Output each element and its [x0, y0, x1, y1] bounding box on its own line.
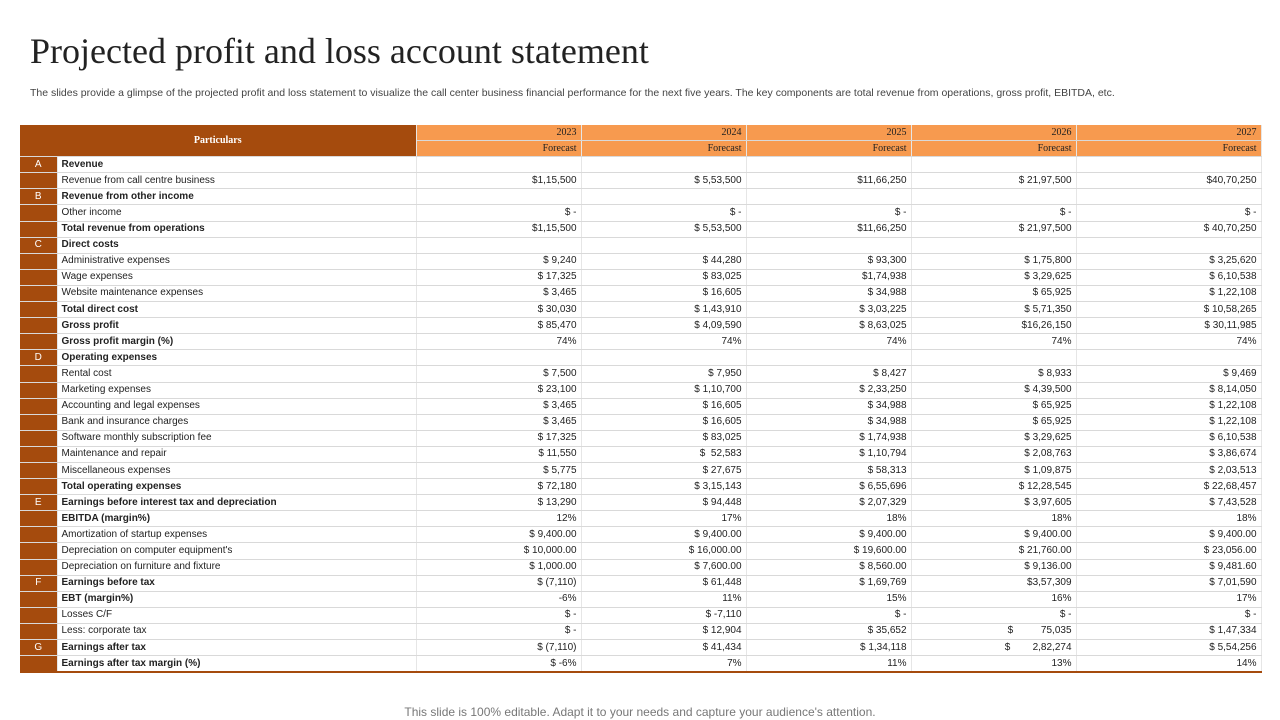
section-code: F [20, 575, 57, 591]
table-row [20, 269, 1261, 285]
table-row [20, 640, 1261, 656]
value-cell: $ 16,000.00 [581, 543, 746, 559]
value-cell: $ 7,600.00 [581, 559, 746, 575]
value-cell: 11% [581, 591, 746, 607]
value-cell: $ 1,34,118 [746, 640, 911, 656]
table-row [20, 607, 1261, 623]
section-code [20, 479, 57, 495]
value-cell: $ 9,400.00 [911, 527, 1076, 543]
value-cell: $ 5,54,256 [1076, 640, 1261, 656]
row-label: Total operating expenses [57, 479, 416, 495]
value-cell: $16,26,150 [911, 318, 1076, 334]
value-cell: $ 35,652 [746, 623, 911, 639]
value-cell: $ 3,29,625 [911, 269, 1076, 285]
value-cell: $ 5,775 [416, 462, 581, 478]
row-label: Software monthly subscription fee [57, 430, 416, 446]
table-row [20, 334, 1261, 350]
value-cell: $ - [911, 607, 1076, 623]
value-cell: $ 3,86,674 [1076, 446, 1261, 462]
row-label: Operating expenses [57, 350, 416, 366]
value-cell: $ 1,69,769 [746, 575, 911, 591]
value-cell: $ 10,58,265 [1076, 302, 1261, 318]
row-label: Other income [57, 205, 416, 221]
value-cell: $ - [1076, 205, 1261, 221]
row-label: Less: corporate tax [57, 623, 416, 639]
value-cell: $ (7,110) [416, 575, 581, 591]
value-cell: $1,15,500 [416, 221, 581, 237]
value-cell: 18% [911, 511, 1076, 527]
value-cell: $ 3,25,620 [1076, 253, 1261, 269]
value-cell [416, 237, 581, 253]
value-cell: $3,57,309 [911, 575, 1076, 591]
value-cell: $ 1,09,875 [911, 462, 1076, 478]
section-code [20, 607, 57, 623]
table-row [20, 302, 1261, 318]
table-row [20, 623, 1261, 639]
row-label: Amortization of startup expenses [57, 527, 416, 543]
table-row [20, 189, 1261, 205]
value-cell: $ - [416, 623, 581, 639]
year-header: 2024 [581, 125, 746, 141]
forecast-header: Forecast [911, 141, 1076, 157]
section-code [20, 591, 57, 607]
table-row [20, 527, 1261, 543]
row-label: Revenue [57, 157, 416, 173]
value-cell: $ 52,583 [581, 446, 746, 462]
value-cell [1076, 350, 1261, 366]
value-cell: 74% [1076, 334, 1261, 350]
section-code [20, 334, 57, 350]
value-cell: 12% [416, 511, 581, 527]
value-cell: $ 1,000.00 [416, 559, 581, 575]
section-code [20, 511, 57, 527]
section-code [20, 559, 57, 575]
value-cell: $ 75,035 [911, 623, 1076, 639]
value-cell: $ 21,760.00 [911, 543, 1076, 559]
value-cell [1076, 237, 1261, 253]
value-cell: $ 1,75,800 [911, 253, 1076, 269]
table-row [20, 462, 1261, 478]
section-code [20, 366, 57, 382]
value-cell: $11,66,250 [746, 221, 911, 237]
value-cell: $ 40,70,250 [1076, 221, 1261, 237]
value-cell: $ 83,025 [581, 430, 746, 446]
value-cell: $ 2,82,274 [911, 640, 1076, 656]
value-cell: $ 83,025 [581, 269, 746, 285]
value-cell: $ 5,71,350 [911, 302, 1076, 318]
value-cell [416, 189, 581, 205]
row-label: Bank and insurance charges [57, 414, 416, 430]
value-cell [911, 350, 1076, 366]
value-cell: $ 7,500 [416, 366, 581, 382]
value-cell [746, 157, 911, 173]
table-row [20, 253, 1261, 269]
year-header: 2025 [746, 125, 911, 141]
table-row [20, 414, 1261, 430]
section-code [20, 253, 57, 269]
value-cell: 17% [581, 511, 746, 527]
value-cell: $1,74,938 [746, 269, 911, 285]
row-label: Total direct cost [57, 302, 416, 318]
value-cell: $ 93,300 [746, 253, 911, 269]
table-row [20, 237, 1261, 253]
value-cell: $ -7,110 [581, 607, 746, 623]
table-row [20, 543, 1261, 559]
table-row [20, 366, 1261, 382]
value-cell: $ 5,53,500 [581, 173, 746, 189]
value-cell: $ 16,605 [581, 414, 746, 430]
value-cell: $ 8,933 [911, 366, 1076, 382]
value-cell: $ 9,469 [1076, 366, 1261, 382]
value-cell: 16% [911, 591, 1076, 607]
section-code [20, 382, 57, 398]
table-row [20, 430, 1261, 446]
table-row [20, 575, 1261, 591]
row-label: Earnings before interest tax and depreciation [57, 495, 416, 511]
value-cell: $ 2,07,329 [746, 495, 911, 511]
section-code: A [20, 157, 57, 173]
section-code [20, 527, 57, 543]
value-cell [746, 350, 911, 366]
value-cell [581, 350, 746, 366]
section-code [20, 205, 57, 221]
value-cell: $ 8,63,025 [746, 318, 911, 334]
row-label: Depreciation on furniture and fixture [57, 559, 416, 575]
table-row [20, 285, 1261, 301]
table-row [20, 656, 1261, 673]
value-cell [581, 189, 746, 205]
year-header: 2027 [1076, 125, 1261, 141]
value-cell: 18% [1076, 511, 1261, 527]
value-cell: $ 2,08,763 [911, 446, 1076, 462]
value-cell: $ 3,465 [416, 398, 581, 414]
table-row [20, 446, 1261, 462]
value-cell: $ 13,290 [416, 495, 581, 511]
value-cell: $ 5,53,500 [581, 221, 746, 237]
year-header-row [20, 125, 1261, 141]
value-cell [911, 237, 1076, 253]
value-cell [746, 189, 911, 205]
value-cell: 13% [911, 656, 1076, 673]
value-cell: 74% [746, 334, 911, 350]
value-cell: $ - [416, 607, 581, 623]
value-cell [416, 350, 581, 366]
value-cell [581, 157, 746, 173]
value-cell: $ - [746, 205, 911, 221]
value-cell: $ 4,09,590 [581, 318, 746, 334]
value-cell: 17% [1076, 591, 1261, 607]
value-cell: $ 9,400.00 [416, 527, 581, 543]
value-cell [911, 189, 1076, 205]
value-cell: $ 8,560.00 [746, 559, 911, 575]
value-cell: $ 9,136.00 [911, 559, 1076, 575]
value-cell: $ 22,68,457 [1076, 479, 1261, 495]
value-cell: $ 3,97,605 [911, 495, 1076, 511]
table-row [20, 591, 1261, 607]
value-cell: $ - [581, 205, 746, 221]
row-label: Losses C/F [57, 607, 416, 623]
value-cell: $ 17,325 [416, 430, 581, 446]
value-cell: $ 10,000.00 [416, 543, 581, 559]
table-row [20, 382, 1261, 398]
value-cell: $ 9,400.00 [1076, 527, 1261, 543]
table-row [20, 479, 1261, 495]
forecast-header: Forecast [1076, 141, 1261, 157]
value-cell: $ 3,15,143 [581, 479, 746, 495]
value-cell [1076, 189, 1261, 205]
row-label: Earnings after tax margin (%) [57, 656, 416, 673]
value-cell: $ 21,97,500 [911, 173, 1076, 189]
section-code [20, 285, 57, 301]
value-cell: $ 34,988 [746, 285, 911, 301]
value-cell [746, 237, 911, 253]
table-row [20, 173, 1261, 189]
value-cell: $ 1,10,794 [746, 446, 911, 462]
section-code [20, 398, 57, 414]
table-row [20, 205, 1261, 221]
value-cell: $ 1,43,910 [581, 302, 746, 318]
value-cell: $ - [746, 607, 911, 623]
value-cell: $ 1,22,108 [1076, 414, 1261, 430]
value-cell: $ 1,74,938 [746, 430, 911, 446]
value-cell: $ 6,55,696 [746, 479, 911, 495]
row-label: Maintenance and repair [57, 446, 416, 462]
value-cell: $ 8,14,050 [1076, 382, 1261, 398]
row-label: Total revenue from operations [57, 221, 416, 237]
value-cell: $ 12,28,545 [911, 479, 1076, 495]
value-cell [911, 157, 1076, 173]
value-cell: 74% [911, 334, 1076, 350]
value-cell: $ 7,950 [581, 366, 746, 382]
value-cell: $ 1,22,108 [1076, 285, 1261, 301]
table-row [20, 511, 1261, 527]
value-cell: $40,70,250 [1076, 173, 1261, 189]
value-cell: $ 6,10,538 [1076, 269, 1261, 285]
row-label: Accounting and legal expenses [57, 398, 416, 414]
value-cell: 14% [1076, 656, 1261, 673]
value-cell: $ 12,904 [581, 623, 746, 639]
value-cell [581, 237, 746, 253]
value-cell: $ 30,030 [416, 302, 581, 318]
section-code [20, 414, 57, 430]
value-cell: $ 44,280 [581, 253, 746, 269]
value-cell: $ 23,056.00 [1076, 543, 1261, 559]
value-cell: $11,66,250 [746, 173, 911, 189]
value-cell: $ 2,33,250 [746, 382, 911, 398]
value-cell: $ 27,675 [581, 462, 746, 478]
value-cell: 74% [581, 334, 746, 350]
table-row [20, 350, 1261, 366]
forecast-header: Forecast [416, 141, 581, 157]
value-cell: $ - [1076, 607, 1261, 623]
value-cell: $ 3,29,625 [911, 430, 1076, 446]
table-row [20, 559, 1261, 575]
value-cell: $ 30,11,985 [1076, 318, 1261, 334]
section-code [20, 623, 57, 639]
value-cell: 7% [581, 656, 746, 673]
row-label: Revenue from other income [57, 189, 416, 205]
value-cell: $ 61,448 [581, 575, 746, 591]
section-code [20, 302, 57, 318]
row-label: Rental cost [57, 366, 416, 382]
value-cell: $ - [416, 205, 581, 221]
section-code [20, 446, 57, 462]
value-cell: $ 65,925 [911, 398, 1076, 414]
value-cell: $ 9,400.00 [581, 527, 746, 543]
row-label: Miscellaneous expenses [57, 462, 416, 478]
value-cell: $ 3,465 [416, 285, 581, 301]
value-cell: $ 16,605 [581, 398, 746, 414]
section-code: E [20, 495, 57, 511]
value-cell: $ 16,605 [581, 285, 746, 301]
value-cell: $ 3,03,225 [746, 302, 911, 318]
value-cell: $ 3,465 [416, 414, 581, 430]
table-row [20, 398, 1261, 414]
row-label: Depreciation on computer equipment's [57, 543, 416, 559]
value-cell: $ 4,39,500 [911, 382, 1076, 398]
value-cell: $ - [911, 205, 1076, 221]
row-label: Earnings after tax [57, 640, 416, 656]
value-cell: $ 1,47,334 [1076, 623, 1261, 639]
section-code [20, 543, 57, 559]
table-row [20, 221, 1261, 237]
row-label: Direct costs [57, 237, 416, 253]
table-row [20, 495, 1261, 511]
row-label: Website maintenance expenses [57, 285, 416, 301]
table-row [20, 157, 1261, 173]
value-cell: 18% [746, 511, 911, 527]
value-cell: $1,15,500 [416, 173, 581, 189]
forecast-header: Forecast [746, 141, 911, 157]
value-cell: $ 34,988 [746, 414, 911, 430]
section-code [20, 318, 57, 334]
value-cell: 74% [416, 334, 581, 350]
value-cell: $ 85,470 [416, 318, 581, 334]
value-cell: $ 8,427 [746, 366, 911, 382]
value-cell: $ -6% [416, 656, 581, 673]
value-cell: $ 7,43,528 [1076, 495, 1261, 511]
section-code [20, 462, 57, 478]
profit-loss-table [20, 125, 1262, 673]
page-subtitle: The slides provide a glimpse of the projected profit and loss statement to visualize the call center business financial performance for the next five years. The key components are total revenue from operations, gross profit, EBITDA, etc. [30, 87, 1115, 99]
value-cell [1076, 157, 1261, 173]
value-cell: $ 7,01,590 [1076, 575, 1261, 591]
row-label: Revenue from call centre business [57, 173, 416, 189]
value-cell: $ (7,110) [416, 640, 581, 656]
section-code: B [20, 189, 57, 205]
value-cell: $ 72,180 [416, 479, 581, 495]
value-cell: $ 1,22,108 [1076, 398, 1261, 414]
section-code [20, 430, 57, 446]
row-label: Administrative expenses [57, 253, 416, 269]
value-cell: $ 65,925 [911, 285, 1076, 301]
row-label: EBT (margin%) [57, 591, 416, 607]
section-code [20, 173, 57, 189]
page-title: Projected profit and loss account statement [30, 31, 649, 71]
value-cell: $ 21,97,500 [911, 221, 1076, 237]
value-cell: $ 34,988 [746, 398, 911, 414]
row-label: Earnings before tax [57, 575, 416, 591]
value-cell: $ 11,550 [416, 446, 581, 462]
value-cell: $ 9,400.00 [746, 527, 911, 543]
year-header: 2023 [416, 125, 581, 141]
value-cell: -6% [416, 591, 581, 607]
section-code: D [20, 350, 57, 366]
footer-note: This slide is 100% editable. Adapt it to your needs and capture your audience's attention. [404, 705, 876, 719]
section-code [20, 269, 57, 285]
value-cell: $ 41,434 [581, 640, 746, 656]
section-code: G [20, 640, 57, 656]
value-cell: $ 1,10,700 [581, 382, 746, 398]
value-cell: $ 9,240 [416, 253, 581, 269]
value-cell: $ 17,325 [416, 269, 581, 285]
section-code [20, 656, 57, 673]
value-cell: $ 23,100 [416, 382, 581, 398]
section-code [20, 221, 57, 237]
value-cell: $ 6,10,538 [1076, 430, 1261, 446]
row-label: Gross profit margin (%) [57, 334, 416, 350]
value-cell: $ 2,03,513 [1076, 462, 1261, 478]
row-label: Gross profit [57, 318, 416, 334]
year-header: 2026 [911, 125, 1076, 141]
value-cell: 15% [746, 591, 911, 607]
row-label: EBITDA (margin%) [57, 511, 416, 527]
row-label: Marketing expenses [57, 382, 416, 398]
value-cell: $ 58,313 [746, 462, 911, 478]
value-cell: $ 65,925 [911, 414, 1076, 430]
particulars-header: Particulars [20, 125, 416, 157]
value-cell [416, 157, 581, 173]
value-cell: $ 19,600.00 [746, 543, 911, 559]
forecast-header: Forecast [581, 141, 746, 157]
table-row [20, 318, 1261, 334]
value-cell: $ 94,448 [581, 495, 746, 511]
row-label: Wage expenses [57, 269, 416, 285]
section-code: C [20, 237, 57, 253]
value-cell: $ 9,481.60 [1076, 559, 1261, 575]
value-cell: 11% [746, 656, 911, 673]
